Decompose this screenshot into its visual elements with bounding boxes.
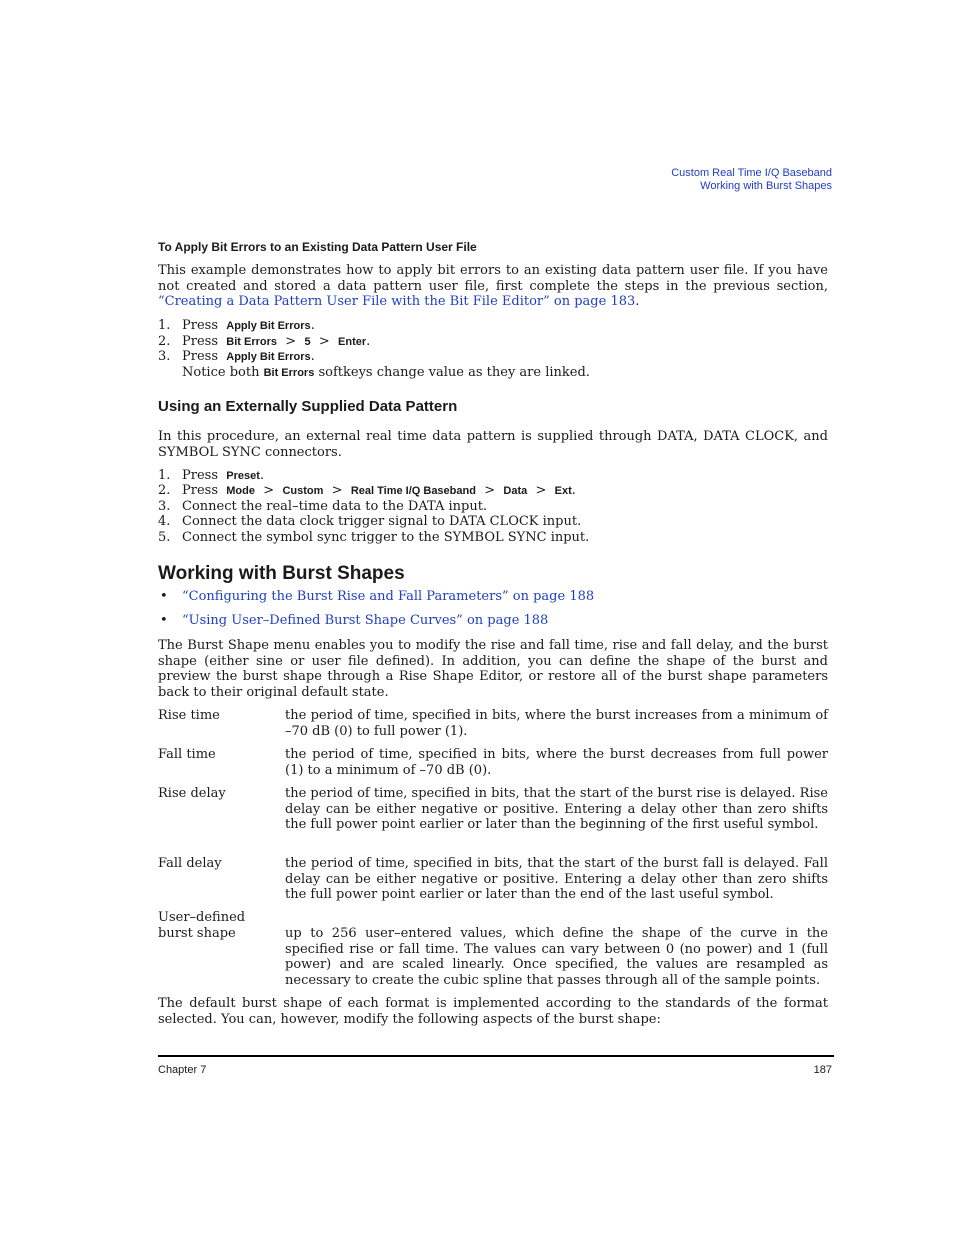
configuring-rise-fall-link[interactable]: “Configuring the Burst Rise and Fall Parameters” on page 188: [182, 589, 595, 604]
press-word: Press: [182, 349, 218, 364]
softkey-bit-errors: Bit Errors: [263, 367, 315, 379]
press-word: Press: [182, 318, 218, 333]
key-enter: Enter: [338, 336, 367, 348]
header-chapter-link[interactable]: Custom Real Time I/Q Baseband: [671, 167, 832, 179]
softkey-real-time-iq-baseband: Real Time I/Q Baseband: [350, 485, 476, 497]
definition-term: Rise delay: [158, 786, 226, 801]
list-item: Connect the real–time data to the DATA input.: [182, 499, 488, 514]
header-section-link[interactable]: Working with Burst Shapes: [700, 179, 832, 192]
step-end: .: [310, 349, 315, 364]
definition-text: the period of time, specified in bits, that the start of the burst fall is delayed. Fall delay can be either negative or positive. Entering a delay other than zero shifts the full power point earlier or later than the end of the last useful symbol.: [285, 856, 828, 903]
list-item: Connect the symbol sync trigger to the SYMBOL SYNC input.: [182, 530, 590, 545]
softkey-data: Data: [503, 485, 528, 497]
definition-term: Fall time: [158, 747, 216, 762]
step-number: 4.: [158, 514, 171, 529]
bit-file-editor-link[interactable]: “Creating a Data Pattern User File with the Bit File Editor” on page 183: [158, 294, 636, 310]
definition-term: [158, 910, 245, 941]
list-item: Connect the data clock trigger signal to DATA CLOCK input.: [182, 514, 582, 529]
step-end: .: [366, 334, 371, 349]
burst-shapes-heading: Working with Burst Shapes: [158, 563, 405, 584]
step-end: .: [571, 483, 576, 498]
definition-text: the period of time, specified in bits, that the start of the burst rise is delayed. Rise delay can be either negative or positive. Entering a delay other than zero shifts the full power point earlier or later than the beginning of the first useful symbol.: [285, 786, 828, 833]
footer-chapter: Chapter 7: [158, 1064, 207, 1076]
softkey-bit-errors: Bit Errors: [226, 336, 278, 348]
softkey-apply-bit-errors: Apply Bit Errors: [226, 351, 311, 363]
key-mode: Mode: [226, 485, 255, 497]
key-preset: Preset: [226, 470, 260, 482]
press-word: Press: [182, 468, 218, 483]
press-word: Press: [182, 483, 218, 498]
definition-term: Fall delay: [158, 856, 222, 871]
note-text: softkeys change value as they are linked.: [318, 365, 590, 380]
running-header: [671, 167, 832, 192]
key-5: 5: [304, 336, 311, 348]
step-number: 3.: [158, 349, 171, 364]
list-item: [182, 318, 315, 335]
note-text: Notice both: [182, 365, 260, 380]
bit-errors-heading: To Apply Bit Errors to an Existing Data Pattern User File: [158, 240, 477, 254]
step-number: 2.: [158, 334, 171, 349]
key-separator: >: [331, 483, 343, 498]
step-end: .: [310, 318, 315, 333]
softkey-ext: Ext: [554, 485, 572, 497]
step-number: 3.: [158, 499, 171, 514]
press-word: Press: [182, 334, 218, 349]
page-number: 187: [813, 1064, 832, 1076]
key-separator: >: [318, 334, 330, 349]
bit-errors-intro-text: This example demonstrates how to apply bit errors to an existing data pattern user file. If you have not created and stored a data pattern user file, first complete the steps in the previous section,: [158, 263, 828, 294]
external-intro: In this procedure, an external real time data pattern is supplied through DATA, DATA CLOCK, and SYMBOL SYNC connectors.: [158, 429, 828, 460]
bit-errors-intro: [158, 263, 828, 310]
step-end: .: [259, 468, 265, 483]
step-number: 1.: [158, 468, 171, 483]
bit-errors-intro-end: .: [635, 294, 640, 310]
key-separator: >: [535, 483, 547, 498]
softkey-custom: Custom: [282, 485, 324, 497]
definition-term-line: burst shape: [158, 925, 236, 941]
definition-text: up to 256 user–entered values, which define the shape of the curve in the specified rise or fall time. The values can vary between 0 (no power) and 1 (full power) and are scaled linearly. Once specified, the values are resampled as necessary to create the cubic spline that passes through all of the sample points.: [285, 926, 828, 988]
list-item: [182, 349, 315, 366]
key-separator: >: [285, 334, 297, 349]
burst-closing: The default burst shape of each format is implemented according to the standards of the format selected. You can, however, modify the following aspects of the burst shape:: [158, 996, 828, 1027]
burst-intro: The Burst Shape menu enables you to modify the rise and fall time, rise and fall delay, and the burst shape (either sine or user file defined). In addition, you can define the shape of the burst and preview the burst shape through a Rise Shape Editor, or restore all of the burst shape parameters back to their original default state.: [158, 638, 828, 700]
definition-term: Rise time: [158, 708, 220, 723]
key-separator: >: [263, 483, 275, 498]
step-number: 5.: [158, 530, 171, 545]
list-item: [182, 483, 576, 500]
linked-softkeys-note: [182, 365, 590, 382]
key-separator: >: [484, 483, 496, 498]
softkey-apply-bit-errors: Apply Bit Errors: [226, 320, 311, 332]
definition-text: the period of time, specified in bits, where the burst increases from a minimum of –70 dB (0) to full power (1).: [285, 708, 828, 739]
bullet-icon: •: [160, 589, 168, 604]
step-number: 1.: [158, 318, 171, 333]
definition-text: the period of time, specified in bits, where the burst decreases from full power (1) to a minimum of –70 dB (0).: [285, 747, 828, 778]
user-defined-curves-link[interactable]: “Using User–Defined Burst Shape Curves” on page 188: [182, 613, 549, 628]
definition-term-line: User–defined: [158, 910, 246, 925]
step-number: 2.: [158, 483, 171, 498]
bullet-icon: •: [160, 613, 168, 628]
footer-rule: [158, 1055, 834, 1057]
external-pattern-heading: Using an Externally Supplied Data Pattern: [158, 398, 458, 415]
